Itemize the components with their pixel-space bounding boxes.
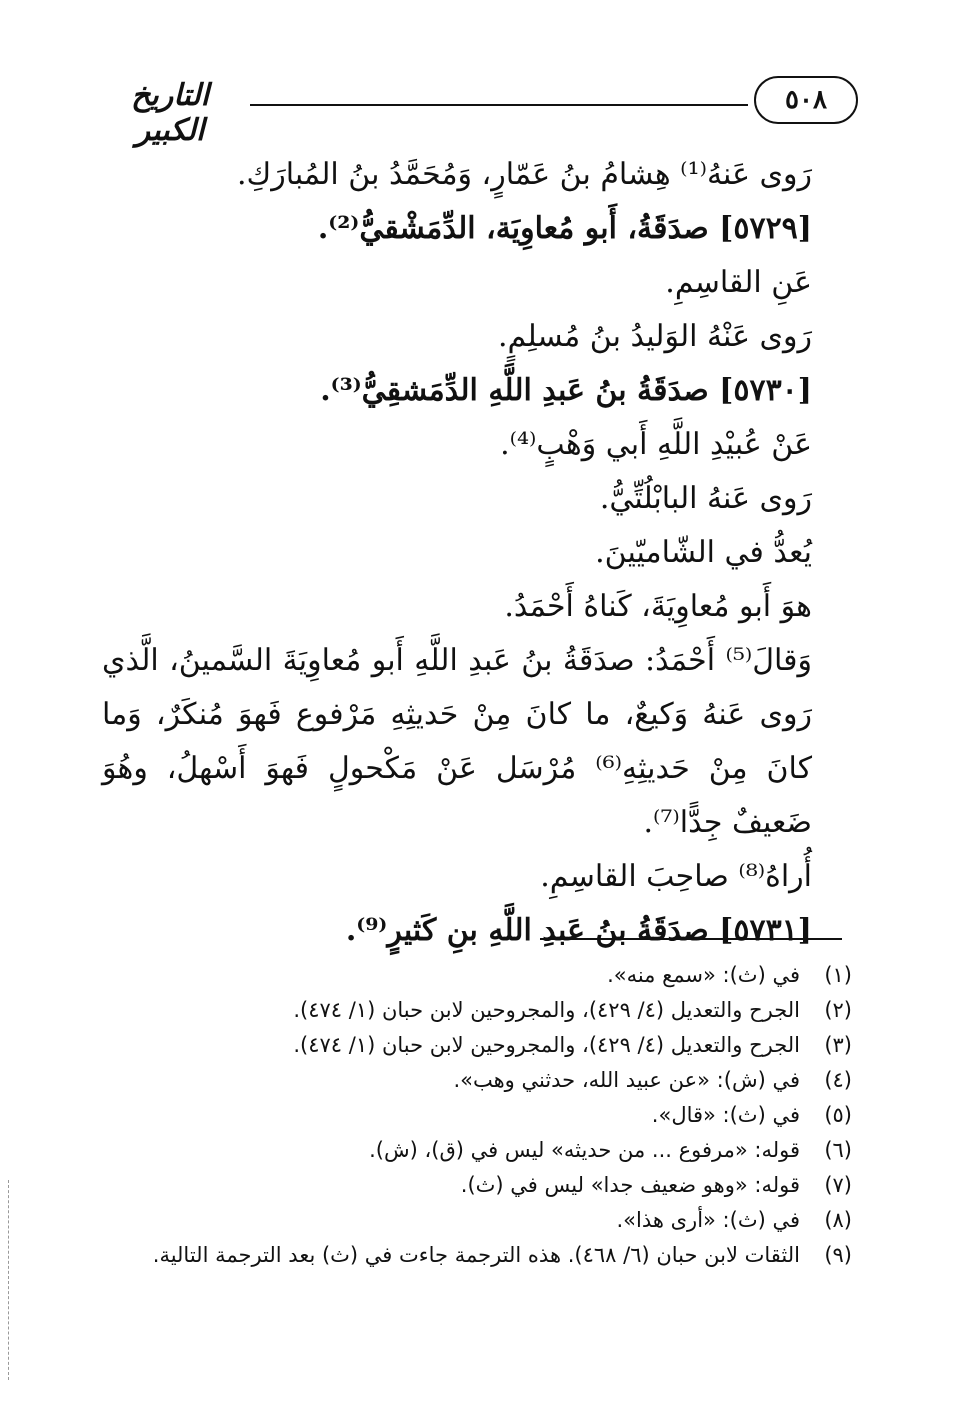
footnote-number: (٨): [824, 1208, 852, 1232]
footnote-number: (٣): [824, 1033, 852, 1057]
footnote: [102, 1063, 852, 1098]
main-text: [102, 148, 852, 958]
footnote-text: قوله: «وهو ضعيف جدا» ليس في (ث).: [460, 1173, 800, 1197]
book-title: التاريخ الكبير: [131, 78, 209, 148]
body-line: عَنِ القاسِمِ.: [665, 265, 812, 300]
body-line: رَوى عَنهُ⁽¹⁾ هِشامُ بنُ عَمّارٍ، وَمُحَمَّدُ بنُ المُبارَكِ.: [236, 157, 812, 192]
footnote-separator: [540, 938, 842, 940]
body-line: يُعدُّ في الشّاميّينَ.: [595, 535, 812, 570]
footnote-text: في (ش): «عن عبيد الله، حدثني وهب».: [453, 1068, 800, 1092]
page-number: ٥٠٨: [754, 76, 858, 124]
footnote-number: (٤): [824, 1068, 852, 1092]
footnote: [102, 993, 852, 1028]
footnote-text: الثقات لابن حبان (٦/ ٤٦٨). هذه الترجمة جاءت في (ث) بعد الترجمة التالية.: [152, 1243, 800, 1267]
body-line: رَوى عَنْهُ الوَليدُ بنُ مُسلِمٍ.: [497, 319, 812, 354]
body-line: هوَ أَبو مُعاوِيَةَ، كَناهُ أَحْمَدُ.: [504, 589, 812, 624]
body-paragraph: وَقالَ⁽⁵⁾ أَحْمَدُ: صدَقَةُ بنُ عَبدِ اللَّهِ أَبو مُعاوِيَةَ السَّمينُ، الَّذي رَوى عَنهُ وَكيعٌ، ما كانَ مِنْ حَديثِهِ مَرْفوع فَهوَ مُنكَرٌ، وَما كانَ مِنْ حَديثِهِ⁽⁶⁾ مُرْسَل عَنْ مَكْحولٍ فَهوَ أَسْهلُ، وهُوَ ضَعيفٌ جِدًّا⁽⁷⁾.: [102, 643, 812, 840]
entry-heading: [٥٧٣٠] صدَقَةُ بنُ عَبدِ اللَّهِ الدِّمَشقِيُّ⁽³⁾.: [320, 373, 812, 408]
body-line: عَنْ عُبيْدِ اللَّهِ أَبي وَهْبٍ⁽⁴⁾.: [500, 427, 812, 462]
footnote: [102, 958, 852, 993]
footnote: [102, 1133, 852, 1168]
footnote-number: (٦): [824, 1138, 852, 1162]
body-line: رَوى عَنهُ البابْلُتِّيُّ.: [599, 481, 812, 516]
footnote: [102, 1203, 852, 1238]
footnote-number: (١): [824, 963, 852, 987]
footnote: [102, 1238, 852, 1273]
footnotes: [102, 958, 852, 1273]
footnote-number: (٧): [824, 1173, 852, 1197]
footnote-text: في (ث): «قال».: [651, 1103, 800, 1127]
entry-heading: [٥٧٢٩] صدَقَةُ، أَبو مُعاوِيَة، الدِّمَشْقيُّ⁽²⁾.: [317, 211, 812, 246]
footnote-text: في (ث): «أرى هذا».: [616, 1208, 800, 1232]
footnote-number: (٢): [824, 998, 852, 1022]
margin-marks: [8, 1180, 11, 1380]
footnote-number: (٩): [824, 1243, 852, 1267]
entry-heading: [٥٧٣١] صدَقَةُ بنُ عَبدِ اللَّهِ بنِ كَثيرٍ⁽⁹⁾.: [345, 913, 812, 948]
footnote-text: قوله: «مرفوع ... من حديثه» ليس في (ق)، (ش).: [369, 1138, 800, 1162]
body-line: أُراهُ⁽⁸⁾ صاحِبَ القاسِمِ.: [540, 859, 812, 894]
footnote: [102, 1168, 852, 1203]
footnote-number: (٥): [824, 1103, 852, 1127]
footnote-text: الجرح والتعديل (٤/ ٤٢٩)، والمجروحين لابن حبان (١/ ٤٧٤).: [293, 1033, 800, 1057]
header-rule: [250, 104, 748, 106]
page-header: [100, 76, 858, 148]
footnote-text: في (ث): «سمع منه».: [607, 963, 800, 987]
footnote: [102, 1098, 852, 1133]
footnote: [102, 1028, 852, 1063]
footnote-text: الجرح والتعديل (٤/ ٤٢٩)، والمجروحين لابن حبان (١/ ٤٧٤).: [293, 998, 800, 1022]
